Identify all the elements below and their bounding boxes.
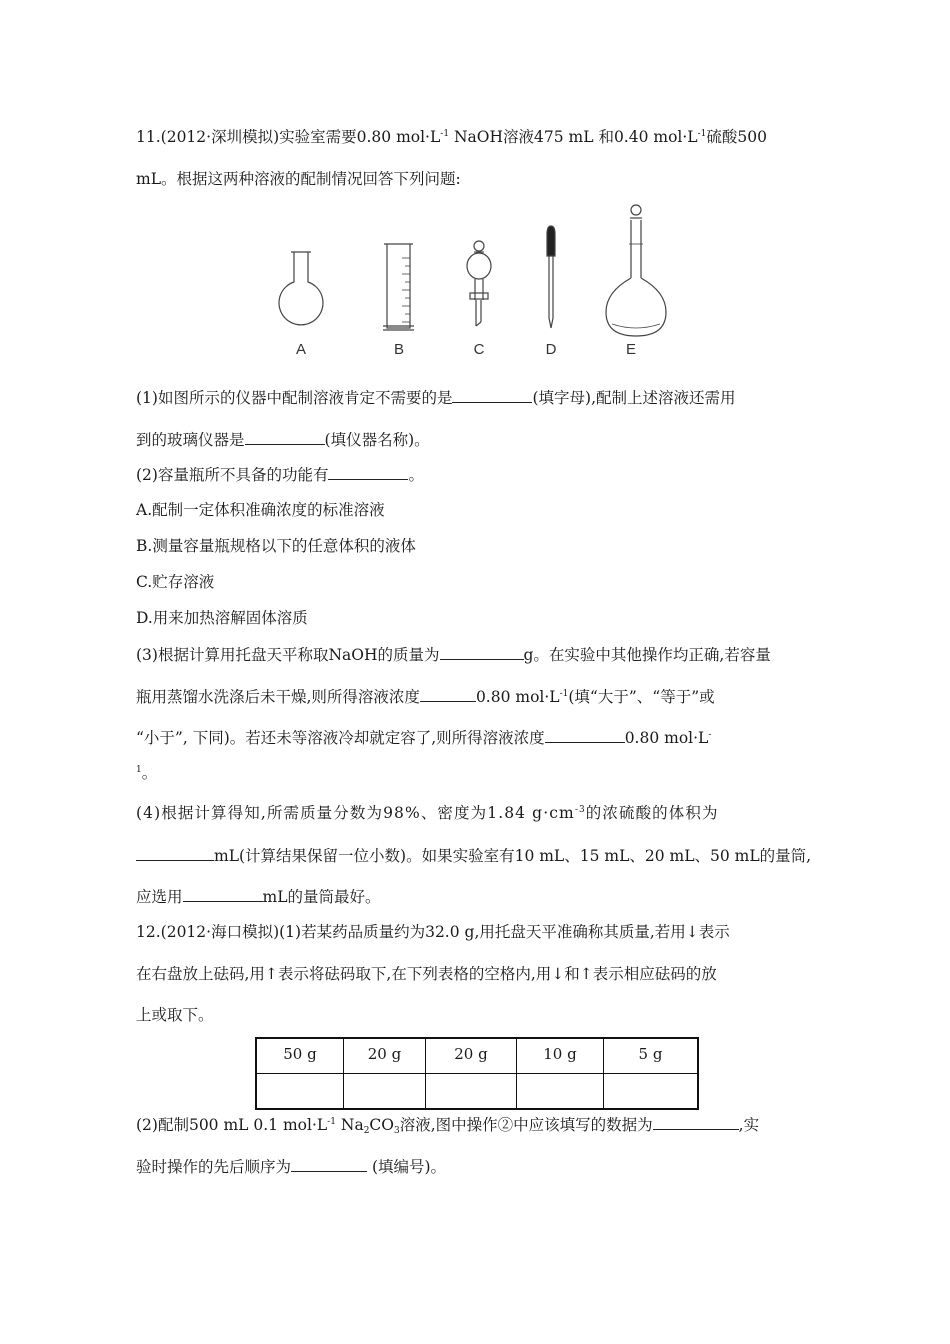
answer-blank[interactable] <box>291 1156 367 1172</box>
q11-part1-line2: 到的玻璃仪器是 (填仪器名称)。 <box>136 431 430 449</box>
answer-blank[interactable] <box>136 845 214 861</box>
table-answer-cell[interactable] <box>426 1074 517 1110</box>
answer-blank[interactable] <box>183 886 263 902</box>
q11-part1-line1: (1)如图所示的仪器中配制溶液肯定不需要的是 (填字母),配制上述溶液还需用 <box>136 389 736 407</box>
answer-blank[interactable] <box>545 727 625 743</box>
question-source: (2012·深圳模拟) <box>160 128 280 146</box>
q12-part2-line1: (2)配制500 mL 0.1 $mol\cdot L^{-1}$ $Na_2CO_3$溶液,图中操作②中应该填写的数据为 ,实 <box>136 1116 760 1136</box>
figure-label-e: E <box>625 341 636 358</box>
figure-label-c: C <box>473 341 485 358</box>
table-row <box>256 1074 698 1110</box>
q12-intro-line1: 12.(2012·海口模拟)(1)若某药品质量约为32.0 g,用托盘天平准确称其质量,若用↓表示 <box>136 923 730 941</box>
table-answer-cell[interactable] <box>256 1074 344 1110</box>
q11-part3-line1: (3)根据计算用托盘天平称取NaOH的质量为 g。在实验中其他操作均正确,若容量 <box>136 646 771 664</box>
table-header-row <box>256 1038 698 1074</box>
answer-blank[interactable] <box>328 464 408 480</box>
answer-blank[interactable] <box>245 429 325 445</box>
q11-part2-stem: (2)容量瓶所不具备的功能有 。 <box>136 466 424 484</box>
table-header-cell: 20 g <box>426 1038 517 1074</box>
question-source: (2012·海口模拟) <box>160 923 280 941</box>
apparatus-figure <box>260 200 680 370</box>
question-number: 11. <box>136 128 161 146</box>
volumetric-flask-icon <box>606 205 666 336</box>
q12-part2-line2: 验时操作的先后顺序为 (填编号)。 <box>136 1158 447 1176</box>
answer-blank[interactable] <box>452 387 532 403</box>
table-header-cell: 10 g <box>517 1038 604 1074</box>
table-answer-cell[interactable] <box>344 1074 426 1110</box>
apparatus-drawing <box>260 200 680 340</box>
table-header-cell: 50 g <box>256 1038 344 1074</box>
q11-part4-line1: (4)根据计算得知,所需质量分数为98%、密度为1.84 $g\cdot cm^{-3}$的浓硫酸的体积为 <box>136 804 719 822</box>
table-answer-cell[interactable] <box>517 1074 604 1110</box>
figure-label-d: D <box>545 341 557 358</box>
weights-table <box>255 1037 699 1110</box>
figure-label-b: B <box>393 341 404 358</box>
q11-part3-line2: 瓶用蒸馏水洗涤后未干燥,则所得溶液浓度 0.80 $mol\cdot L^{-1}$(填“大于”、“等于”或 <box>136 688 715 706</box>
q12-intro-line2: 在右盘放上砝码,用↑表示将砝码取下,在下列表格的空格内,用↓和↑表示相应砝码的放 <box>136 965 717 983</box>
option-a: A.配制一定体积准确浓度的标准溶液 <box>136 501 385 519</box>
q11-part3-line4: $^1$。 <box>136 764 158 782</box>
q11-intro-line1: 11.(2012·深圳模拟)实验室需要0.80 $mol\cdot L^{-1}$ NaOH溶液475 mL 和0.40 $mol\cdot L^{-1}$硫酸500 <box>136 128 767 146</box>
question-number: 12. <box>136 923 161 941</box>
option-d: D.用来加热溶解固体溶质 <box>136 609 308 627</box>
round-bottom-flask-icon <box>279 252 323 325</box>
q11-part4-line3: 应选用 mL的量筒最好。 <box>136 888 381 906</box>
table-answer-cell[interactable] <box>604 1074 699 1110</box>
answer-blank[interactable] <box>440 644 524 660</box>
q12-intro-line3: 上或取下。 <box>136 1006 214 1024</box>
table-header-cell: 5 g <box>604 1038 699 1074</box>
option-c: C.贮存溶液 <box>136 573 215 591</box>
answer-blank[interactable] <box>653 1114 739 1130</box>
table-header-cell: 20 g <box>344 1038 426 1074</box>
separatory-funnel-icon <box>467 241 491 326</box>
q11-intro-line2: mL。根据这两种溶液的配制情况回答下列问题: <box>136 170 461 188</box>
q11-part4-line2: mL(计算结果保留一位小数)。如果实验室有10 mL、15 mL、20 mL、50 mL的量筒, <box>136 845 811 866</box>
q11-part3-line3: “小于”, 下同)。若还未等溶液冷却就定容了,则所得溶液浓度 0.80 mol·L- <box>136 729 712 747</box>
graduated-cylinder-icon <box>383 244 414 330</box>
dropper-icon <box>547 226 555 328</box>
figure-label-a: A <box>295 341 306 358</box>
answer-blank[interactable] <box>420 686 476 702</box>
option-b: B.测量容量瓶规格以下的任意体积的液体 <box>136 537 416 555</box>
